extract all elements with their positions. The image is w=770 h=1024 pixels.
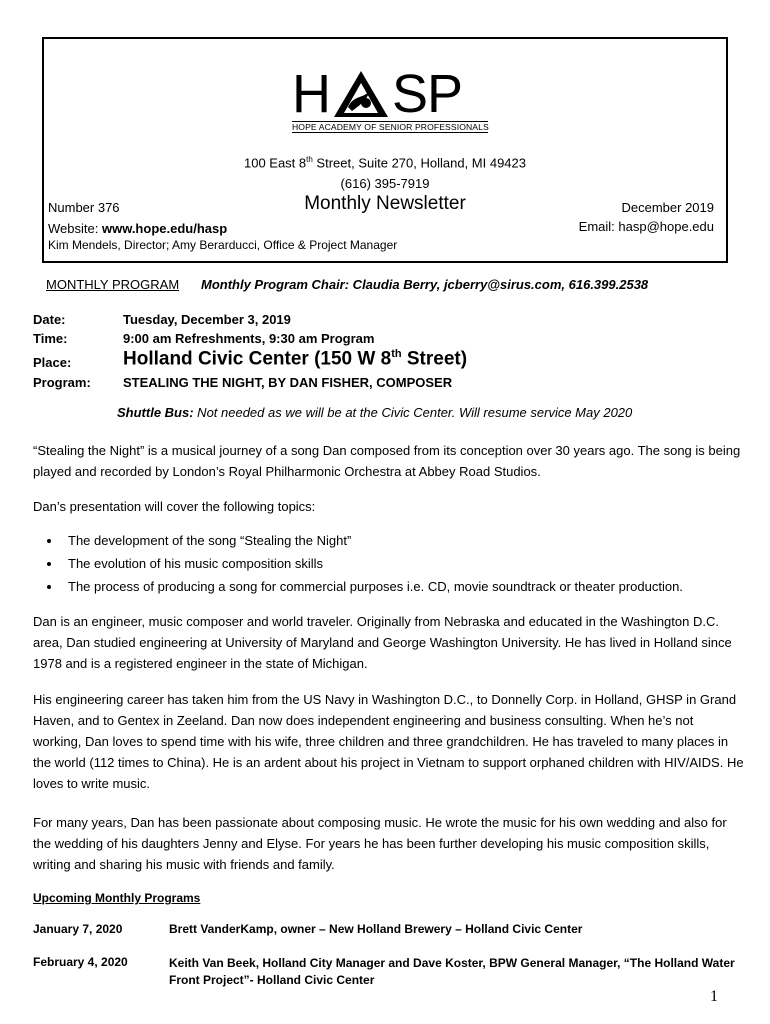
topics-list bbox=[30, 529, 683, 598]
place-label: Place: bbox=[33, 355, 72, 370]
newsletter-title: Monthly Newsletter bbox=[304, 193, 466, 214]
issue-date: December 2019 bbox=[621, 200, 714, 215]
program-label: Program: bbox=[33, 375, 91, 390]
paragraph-topics-intro: Dan’s presentation will cover the following topics: bbox=[33, 499, 316, 514]
upcoming-date: February 4, 2020 bbox=[33, 955, 128, 969]
phone-line: (616) 395-7919 bbox=[340, 176, 430, 191]
issue-number: Number 376 bbox=[48, 200, 120, 215]
upcoming-desc: Keith Van Beek, Holland City Manager and Dave Koster, BPW General Manager, “The Holland Water Front Project”- Holland Civic Center bbox=[169, 956, 735, 987]
website-line: Website: www.hope.edu/hasp bbox=[48, 221, 228, 236]
logo-a-triangle-icon bbox=[332, 69, 390, 119]
paragraph-intro: “Stealing the Night” is a musical journey of a song Dan composed from its conception over 30 years ago. The song is being played and recorded by London’s Royal Philharmonic Orchestra at Abbey Road Studios. bbox=[33, 443, 741, 479]
logo-subtitle: HOPE ACADEMY OF SENIOR PROFESSIONALS bbox=[292, 122, 489, 132]
shuttle-bus-note: Shuttle Bus: Not needed as we will be at the Civic Center. Will resume service May 2020 bbox=[117, 405, 633, 420]
list-item: • The development of the song “Stealing the Night” bbox=[62, 529, 683, 552]
upcoming-heading: Upcoming Monthly Programs bbox=[33, 891, 201, 905]
paragraph-bio: Dan is an engineer, music composer and world traveler. Originally from Nebraska and educated in the Washington D.C. area, Dan studied engineering at University of Maryland and George Washington University. He has lived in Holland since 1978 and is a registered engineer in the state of Michigan. bbox=[33, 614, 732, 671]
date-value: Tuesday, December 3, 2019 bbox=[123, 312, 291, 327]
address-line: 100 East 8th Street, Suite 270, Holland, MI 49423 bbox=[243, 155, 526, 171]
list-item: • The process of producing a song for commercial purposes i.e. CD, movie soundtrack or theater production. bbox=[62, 575, 683, 598]
monthly-program-heading: MONTHLY PROGRAM bbox=[46, 277, 180, 292]
upcoming-date: January 7, 2020 bbox=[33, 922, 123, 936]
date-label: Date: bbox=[33, 312, 66, 327]
time-value: 9:00 am Refreshments, 9:30 am Program bbox=[123, 331, 375, 346]
page-number: 1 bbox=[710, 988, 718, 1005]
logo-letter-h: H bbox=[292, 64, 330, 124]
email-line[interactable]: Email: hasp@hope.edu bbox=[578, 219, 714, 234]
hasp-logo bbox=[292, 65, 492, 135]
paragraph-career: His engineering career has taken him from the US Navy in Washington D.C., to Donnelly Corp. in Holland, GHSP in Grand Haven, and to Gentex in Zeeland. Dan now does independent engineering and business consulting. When he’s not working, Dan loves to spend time with his wife, three children and three grandchildren. He has traveled to many places in the world (112 times to China). He is an ardent about his project in Vietnam to support orphaned children with HIV/AIDS. He loves to write music. bbox=[33, 692, 744, 791]
logo-letters-sp: SP bbox=[392, 64, 463, 124]
newsletter-header bbox=[42, 37, 728, 263]
staff-line: Kim Mendels, Director; Amy Berarducci, Office & Project Manager bbox=[48, 238, 398, 252]
program-value: STEALING THE NIGHT, BY DAN FISHER, COMPOSER bbox=[123, 375, 453, 390]
program-chair: Monthly Program Chair: Claudia Berry, jcberry@sirus.com, 616.399.2538 bbox=[201, 277, 649, 292]
website-link[interactable]: www.hope.edu/hasp bbox=[101, 221, 228, 236]
time-label: Time: bbox=[33, 331, 68, 346]
upcoming-desc: Brett VanderKamp, owner – New Holland Brewery – Holland Civic Center bbox=[169, 922, 583, 936]
paragraph-music: For many years, Dan has been passionate about composing music. He wrote the music for his own wedding and also for the wedding of his daughters Jenny and Elyse. For years he has been further developing his music composition skills, writing and sharing his music with friends and family. bbox=[33, 815, 727, 872]
list-item: • The evolution of his music composition skills bbox=[62, 552, 683, 575]
place-value: Holland Civic Center (150 W 8th Street) bbox=[123, 348, 468, 370]
